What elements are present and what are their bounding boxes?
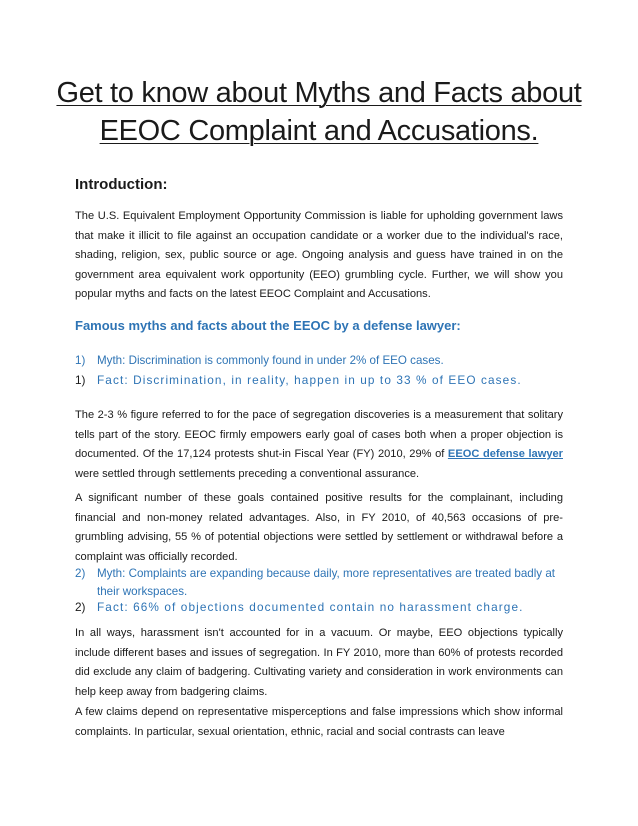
list-number: 2) — [75, 600, 86, 614]
paragraph-3: A significant number of these goals contained positive results for the complainant, including financial and non-money related advantages. Also, in FY 2010, of 40,563 occasions of pre-grumbling advising, 55 % of potential objections were settled by settlement or withdrawal before a complaint was officially recorded. — [75, 492, 563, 563]
intro-paragraph: The U.S. Equivalent Employment Opportunity Commission is liable for upholding government laws that make it illicit to file against an occupation candidate or a worker due to the individual's race, shading, religion, sex, public source or age. Ongoing analysis and guess have trained in on the government area equivalent work opportunity (EEO) grumbling cycle. Further, we will show you popular myths and facts on the latest EEOC Complaint and Accusations. — [75, 210, 563, 301]
list-number: 2) — [75, 567, 86, 580]
paragraph-2 — [75, 406, 563, 484]
eeoc-defense-lawyer-link[interactable]: EEOC defense lawyer — [447, 448, 563, 461]
section-heading: Famous myths and facts about the EEOC by a defense lawyer: — [75, 318, 461, 333]
myth-1-text: Myth: Discrimination is commonly found in under 2% of EEO cases. — [97, 354, 444, 367]
myth-2-text: Myth: Complaints are expanding because daily, more representatives are treated badly at their workspaces. — [97, 567, 555, 598]
list-number: 1) — [75, 354, 86, 367]
fact-1-item — [75, 371, 570, 389]
paragraph-2-tail: were settled through settlements preceding a conventional assurance. — [75, 467, 420, 480]
myth-2-item — [75, 565, 570, 601]
list-number: 1) — [75, 373, 86, 387]
page-title: Get to know about Myths and Facts about EEOC Complaint and Accusations. — [56, 77, 582, 147]
paragraph-2-text: The 2-3 % figure referred to for the pace of segregation discoveries is a measurement that solitary tells part of the story. EEOC firmly empowers early goal of cases both when a proper objection is documented. Of the 17,124 protests shut-in Fiscal Year (FY) 2010, 29% of — [75, 409, 563, 461]
fact-2-text: Fact: 66% of objections documented contain no harassment charge. — [97, 600, 524, 614]
intro-heading: Introduction: — [75, 176, 168, 193]
fact-2-item — [75, 598, 570, 616]
myth-1-item — [75, 352, 570, 370]
fact-1-text: Fact: Discrimination, in reality, happen in up to 33 % of EEO cases. — [97, 373, 522, 387]
paragraph-5: A few claims depend on representative misperceptions and false impressions which show informal complaints. In particular, sexual orientation, ethnic, racial and social contrasts can leave — [75, 706, 563, 738]
paragraph-4: In all ways, harassment isn't accounted for in a vacuum. Or maybe, EEO objections typically include different bases and issues of segregation. In FY 2010, more than 60% of protests recorded did exclude any claim of badgering. Cultivating variety and consideration in work environments can help keep away from badgering claims. — [75, 627, 563, 698]
